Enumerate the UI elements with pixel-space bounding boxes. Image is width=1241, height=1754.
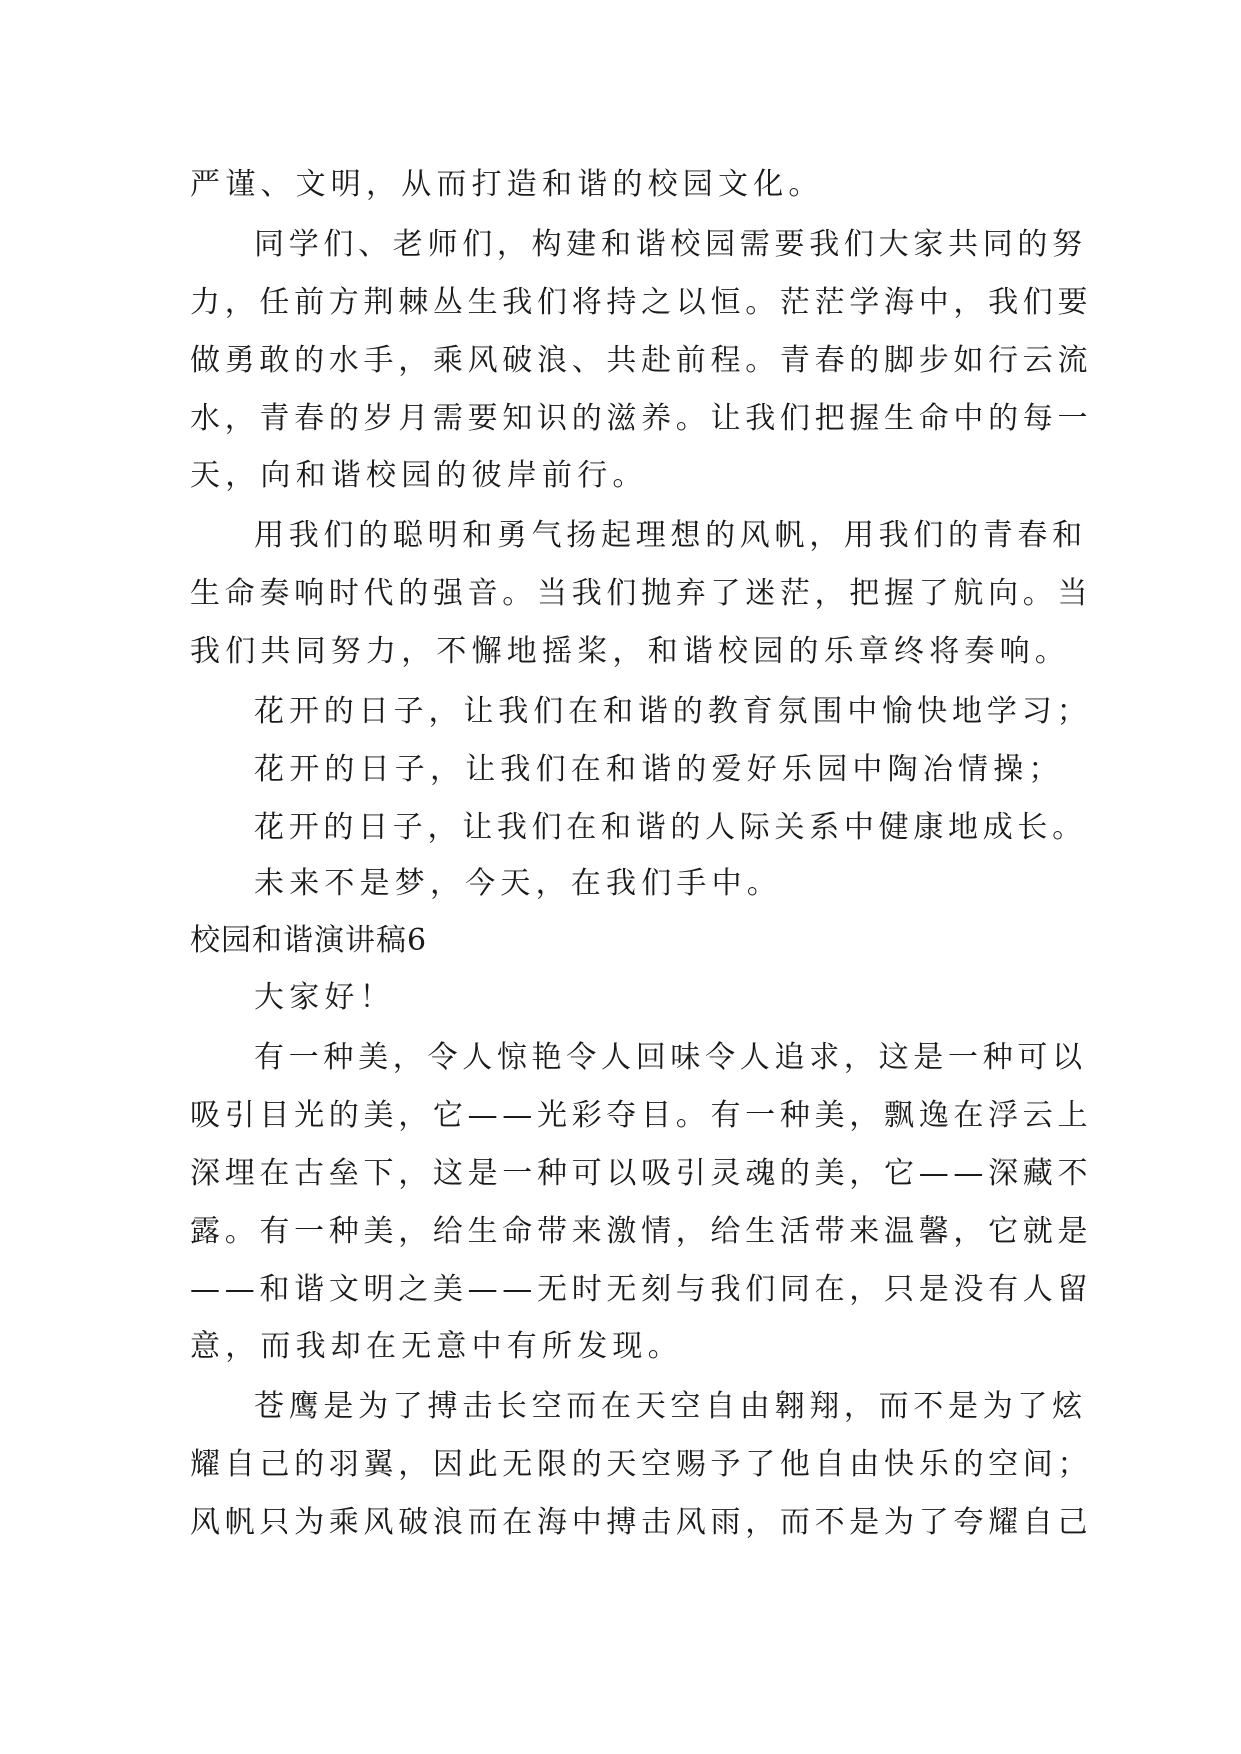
- paragraph-start: 苍鹰是为了搏击长空而在天空自由翱翔，而不是为了炫: [254, 1389, 1087, 1424]
- paragraph-start: 用我们的聪明和勇气扬起理想的风帆，用我们的青春和: [254, 518, 1087, 553]
- text-line: 严谨、文明，从而打造和谐的校园文化。: [190, 167, 824, 202]
- text-line: 我们共同努力，不懈地摇桨，和谐校园的乐章终将奏响。: [190, 634, 1070, 669]
- text-line: 露。有一种美，给生命带来激情，给生活带来温馨，它就是: [190, 1214, 1093, 1249]
- paragraph-start: 有一种美，令人惊艳令人回味令人追求，这是一种可以: [254, 1040, 1087, 1075]
- text-line: 深埋在古垒下，这是一种可以吸引灵魂的美，它——深藏不: [190, 1156, 1093, 1191]
- text-line: ——和谐文明之美——无时无刻与我们同在，只是没有人留: [190, 1272, 1093, 1307]
- text-line: 力，任前方荆棘丛生我们将持之以恒。茫茫学海中，我们要: [190, 285, 1093, 320]
- text-line: 吸引目光的美，它——光彩夺目。有一种美，飘逸在浮云上: [190, 1098, 1093, 1133]
- paragraph-start: 花开的日子，让我们在和谐的教育氛围中愉快地学习；: [254, 694, 1092, 729]
- paragraph-start: 花开的日子，让我们在和谐的人际关系中健康地成长。: [254, 810, 1087, 845]
- text-line: 做勇敢的水手，乘风破浪、共赴前程。青春的脚步如行云流: [190, 343, 1093, 378]
- greeting: 大家好！: [254, 980, 395, 1015]
- text-line: 意，而我却在无意中有所发现。: [190, 1329, 683, 1364]
- text-line: 耀自己的羽翼，因此无限的天空赐予了他自由快乐的空间；: [190, 1447, 1093, 1482]
- text-line: 水，青春的岁月需要知识的滋养。让我们把握生命中的每一: [190, 401, 1093, 436]
- paragraph-start: 花开的日子，让我们在和谐的爱好乐园中陶冶情操；: [254, 752, 1064, 787]
- text-line: 生命奏响时代的强音。当我们抛弃了迷茫，把握了航向。当: [190, 576, 1093, 611]
- paragraph-start: 同学们、老师们，构建和谐校园需要我们大家共同的努: [254, 227, 1087, 262]
- section-heading: 校园和谐演讲稿6: [190, 923, 428, 958]
- text-line: 风帆只为乘风破浪而在海中搏击风雨，而不是为了夸耀自己: [190, 1505, 1093, 1540]
- text-line: 天，向和谐校园的彼岸前行。: [190, 458, 648, 493]
- paragraph-start: 未来不是梦，今天，在我们手中。: [254, 866, 782, 901]
